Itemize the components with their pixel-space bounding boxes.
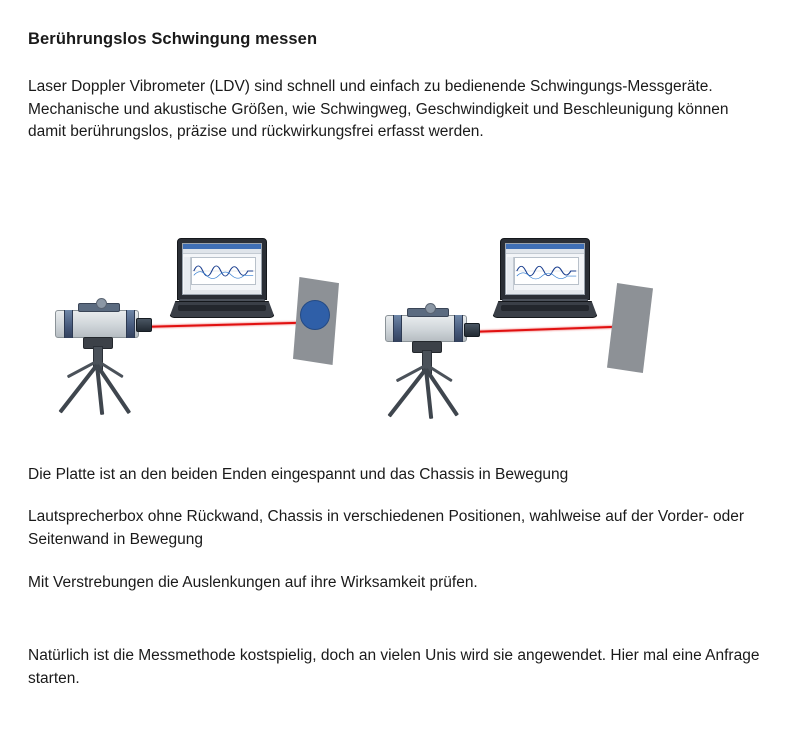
page-title: Berührungslos Schwingung messen (28, 30, 318, 48)
vibrometer-knob (96, 298, 107, 309)
vibrometer-band-front (393, 315, 402, 342)
speaker-chassis-left (300, 300, 330, 330)
laptop-keyboard (178, 305, 265, 311)
laser-beam-left (139, 321, 321, 328)
vibrometer-band-rear (454, 315, 463, 342)
app-toolbar (506, 249, 584, 254)
paragraph-plate-clamped: Die Platte ist an den beiden Enden eingespannt und das Chassis in Bewegung (28, 466, 569, 483)
vibrometer-knob (425, 303, 436, 314)
laptop-display (182, 243, 262, 295)
app-statusbar (184, 290, 260, 294)
laptop-base (492, 301, 598, 318)
app-statusbar (507, 290, 583, 294)
left-setup (0, 215, 340, 430)
vibrometer-illustration (0, 215, 794, 430)
laptop-screen-bezel (177, 238, 267, 300)
paragraph-cost: Natürlich ist die Messmethode kostspielig, doch an vielen Unis wird sie angewendet. Hier mal eine Anfrage starten. (28, 647, 760, 687)
right-setup (355, 215, 695, 430)
target-plate-right (607, 283, 653, 373)
laptop-screen-bezel (500, 238, 590, 300)
paragraph-bracing: Mit Verstrebungen die Auslenkungen auf ihre Wirksamkeit prüfen. (28, 574, 478, 591)
vibrometer-band-rear (126, 310, 135, 338)
laser-beam-right (468, 326, 625, 333)
waveform-icon (192, 258, 255, 284)
laptop-keyboard (501, 305, 588, 311)
laptop-base (169, 301, 275, 318)
intro-paragraph: Laser Doppler Vibrometer (LDV) sind schnell und einfach zu bedienende Schwingungs-Messgeräte. Mechanische und akustische Größen, wie Schwingweg, Geschwindigkeit und Beschleunigung können damit berührungslos, präzise und rückwirkungsfrei erfasst werden. (28, 78, 729, 140)
paragraph-speaker-box: Lautsprecherbox ohne Rückwand, Chassis in verschiedenen Positionen, wahlweise auf der Vorder- oder Seitenwand in Bewegung (28, 508, 744, 548)
app-sidebar (507, 257, 514, 290)
waveform-plot (514, 257, 579, 285)
waveform-plot (191, 257, 256, 285)
laptop-display (505, 243, 585, 295)
vibrometer-lens (464, 323, 480, 337)
waveform-icon (515, 258, 578, 284)
app-sidebar (184, 257, 191, 290)
vibrometer-lens (136, 318, 152, 332)
vibrometer-band-front (64, 310, 73, 338)
app-toolbar (183, 249, 261, 254)
